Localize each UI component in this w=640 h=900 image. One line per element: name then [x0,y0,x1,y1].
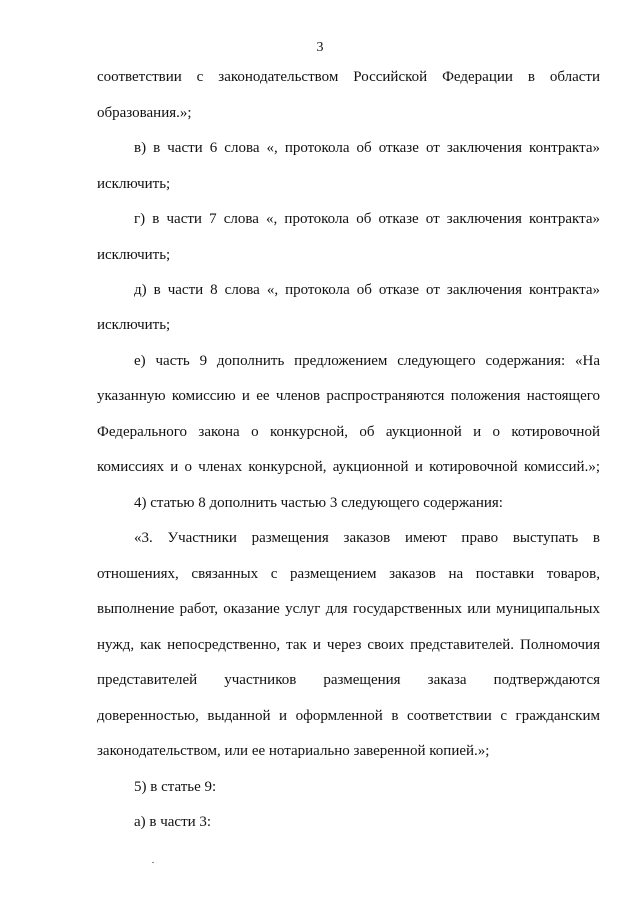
text-line: нужд, как непосредственно, так и через своих представителей. Полномочия [97,637,600,653]
text-line: г) в части 7 слова «, протокола об отказе от заключения контракта» [134,211,600,227]
text-line: отношениях, связанных с размещением заказов на поставки товаров, [97,566,600,582]
text-line: 4) статью 8 дополнить частью 3 следующего содержания: [134,495,503,511]
text-line: Федерального закона о конкурсной, об аукционной и о котировочной [97,424,600,440]
text-line: «3. Участники размещения заказов имеют право выступать в [134,530,600,546]
text-line: исключить; [97,247,171,263]
text-line: соответствии с законодательством Российской Федерации в области [97,69,600,85]
scan-speck [152,862,154,863]
text-line: в) в части 6 слова «, протокола об отказе от заключения контракта» [134,140,600,156]
text-line: исключить; [97,176,171,192]
text-line: исключить; [97,317,171,333]
text-line: 5) в статье 9: [134,779,217,795]
text-line: доверенностью, выданной и оформленной в соответствии с гражданским [97,708,600,724]
text-line: представителей участников размещения заказа подтверждаются [97,672,600,688]
text-line: е) часть 9 дополнить предложением следующего содержания: «На [134,353,600,369]
text-line: выполнение работ, оказание услуг для государственных или муниципальных [97,601,600,617]
page-number: 3 [316,40,324,55]
text-line: указанную комиссию и ее членов распространяются положения настоящего [97,388,600,404]
text-line: образования.»; [97,105,192,121]
text-line: законодательством, или ее нотариально заверенной копией.»; [97,743,490,759]
text-line: а) в части 3: [134,814,212,830]
text-line: комиссиях и о членах конкурсной, аукционной и котировочной комиссий.»; [97,459,600,475]
text-line: д) в части 8 слова «, протокола об отказе от заключения контракта» [134,282,600,298]
